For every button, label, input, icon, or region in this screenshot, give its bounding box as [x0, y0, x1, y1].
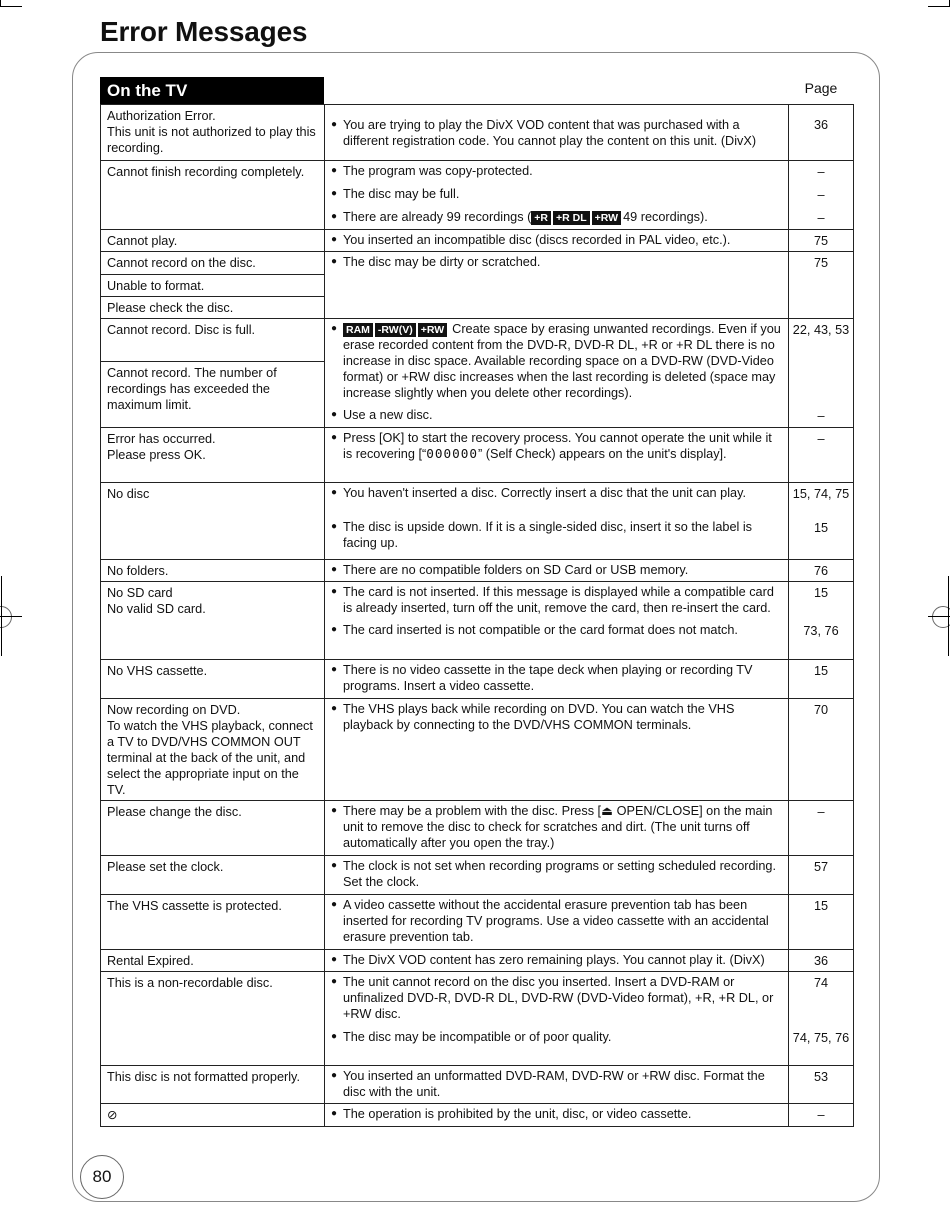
cause-cell: [325, 105, 789, 160]
page-reference: 22, 43, 53: [792, 323, 850, 337]
cause-cell: [325, 1066, 789, 1103]
page-column-header: Page: [804, 80, 838, 96]
page-cell: [789, 801, 853, 855]
cause-text: Use a new disc.: [343, 408, 433, 422]
page-cell: [789, 1104, 853, 1126]
error-message-table: [100, 104, 854, 1127]
cause-text: The clock is not set when recording programs or setting scheduled recording. Set the clock.: [343, 859, 777, 889]
page-reference: –: [817, 1108, 825, 1122]
cause-text: The card is not inserted. If this message is displayed while a compatible card is already inserted, turn off the unit, remove the card, then re-insert the card.: [343, 585, 774, 615]
disc-type-icon: +R DL: [553, 211, 590, 225]
message-cell: [101, 428, 325, 482]
page-cell: [789, 856, 853, 894]
table-row: [101, 659, 853, 698]
page-reference: 15: [813, 586, 829, 600]
message-cell: [101, 319, 325, 427]
self-check-display-icon: 000000: [426, 446, 479, 461]
crop-mark: [0, 6, 22, 7]
error-message: Cannot record. The number of recordings has exceeded the maximum limit.: [101, 361, 324, 427]
cause-cell: [325, 582, 789, 659]
cause-cell: [325, 950, 789, 971]
disc-type-icon: +R: [531, 211, 551, 225]
crop-mark: [928, 6, 950, 7]
disc-type-icon: +RW: [592, 211, 621, 225]
cause-item: [329, 952, 784, 968]
error-message: Rental Expired.: [107, 954, 194, 968]
table-row: [101, 971, 853, 1065]
page-reference: 75: [813, 234, 829, 248]
page-reference: 73, 76: [803, 624, 839, 638]
message-cell: [101, 252, 325, 318]
error-message: Unable to format.: [101, 274, 324, 296]
cause-text: The unit cannot record on the disc you inserted. Insert a DVD-RAM or unfinalized DVD-R, DVD-R DL, DVD-RW (DVD-Video format), +R, +R DL, or +RW disc.: [343, 975, 774, 1021]
message-cell: [101, 1066, 325, 1103]
page-cell: [789, 428, 853, 482]
message-cell: [101, 105, 325, 160]
cause-item: [329, 974, 784, 1022]
table-row: [101, 1065, 853, 1103]
table-row: [101, 698, 853, 800]
page-cell: [789, 319, 853, 427]
cause-text: The card inserted is not compatible or the card format does not match.: [343, 623, 738, 637]
page-cell: [789, 895, 853, 949]
crop-mark: [928, 616, 950, 617]
error-message: Please check the disc.: [101, 296, 324, 319]
cause-text: ” (Self Check) appears on the unit's display].: [478, 447, 727, 461]
page-number: 80: [80, 1155, 124, 1199]
eject-icon: ⏏: [601, 804, 614, 818]
page-reference: 75: [813, 256, 829, 270]
message-cell: [101, 483, 325, 559]
cause-text: The disc may be dirty or scratched.: [343, 255, 541, 269]
page-reference: 53: [813, 1070, 829, 1084]
cause-cell: [325, 1104, 789, 1126]
error-message: Cannot record on the disc.: [107, 256, 256, 270]
error-message: No VHS cassette.: [107, 664, 208, 678]
crop-mark: [1, 576, 2, 656]
cause-item: [329, 662, 784, 694]
cause-text: The DivX VOD content has zero remaining plays. You cannot play it. (DivX): [343, 953, 765, 967]
error-message: No disc: [107, 487, 150, 501]
cause-item: [329, 1029, 784, 1045]
disc-type-icon: RAM: [343, 323, 373, 337]
message-cell: [101, 230, 325, 251]
cause-item: [329, 232, 784, 248]
table-row: [101, 559, 853, 581]
message-cell: [101, 582, 325, 659]
page-reference: 36: [813, 954, 829, 968]
page-cell: [789, 230, 853, 251]
cause-text: A video cassette without the accidental erasure prevention tab has been inserted for recording TV programs. Use a video cassette with an accidental erasure prevention tab.: [343, 898, 769, 944]
page-reference: –: [817, 188, 825, 202]
cause-text: You haven't inserted a disc. Correctly insert a disc that the unit can play.: [343, 486, 746, 500]
message-cell: [101, 660, 325, 698]
error-message: Please change the disc.: [107, 805, 242, 819]
cause-item: [329, 519, 784, 551]
page-cell: [789, 161, 853, 229]
message-cell: [101, 895, 325, 949]
cause-cell: [325, 856, 789, 894]
cause-item: [329, 163, 784, 179]
page-reference: 74: [813, 976, 829, 990]
cause-item: [329, 858, 784, 890]
page-reference: 36: [813, 118, 829, 132]
page-cell: [789, 252, 853, 318]
page-reference: –: [817, 409, 825, 423]
cause-text: You are trying to play the DivX VOD content that was purchased with a different registration code. You cannot play the content on this unit. (DivX): [343, 118, 757, 148]
error-message: Authorization Error. This unit is not authorized to play this recording.: [107, 109, 316, 155]
cause-cell: [325, 428, 789, 482]
cause-item: [329, 584, 784, 616]
error-message: Error has occurred. Please press OK.: [107, 432, 216, 462]
table-row: [101, 800, 853, 855]
message-cell: [101, 972, 325, 1065]
cause-text: 49 recordings).: [623, 210, 708, 224]
page-cell: [789, 950, 853, 971]
table-row: [101, 427, 853, 482]
cause-item: [329, 897, 784, 945]
table-row: [101, 855, 853, 894]
cause-cell: [325, 483, 789, 559]
table-row: [101, 894, 853, 949]
cause-text: The disc is upside down. If it is a single-sided disc, insert it so the label is facing up.: [343, 520, 753, 550]
message-cell: [101, 950, 325, 971]
page-reference: –: [817, 805, 825, 819]
cause-cell: [325, 319, 789, 427]
error-message: Cannot play.: [107, 234, 178, 248]
cause-cell: [325, 699, 789, 800]
cause-item: [329, 1068, 784, 1100]
cause-item: [329, 117, 784, 149]
error-message: Cannot finish recording completely.: [107, 165, 305, 179]
cause-text: The disc may be incompatible or of poor quality.: [343, 1030, 612, 1044]
page-reference: –: [817, 432, 825, 446]
cause-text: You inserted an incompatible disc (discs recorded in PAL video, etc.).: [343, 233, 731, 247]
page-cell: [789, 483, 853, 559]
error-message: Now recording on DVD. To watch the VHS playback, connect a TV to DVD/VHS COMMON OUT terminal at the back of the unit, and select the appropriate input on the TV.: [107, 703, 313, 797]
cause-item: [329, 803, 784, 851]
page-reference: 15: [813, 664, 829, 678]
disc-type-icon: +RW: [418, 323, 447, 337]
table-row: [101, 229, 853, 251]
page-cell: [789, 1066, 853, 1103]
cause-text: The operation is prohibited by the unit, disc, or video cassette.: [343, 1107, 692, 1121]
page-reference: –: [817, 165, 825, 179]
message-cell: [101, 699, 325, 800]
cause-text: OPEN/CLOSE] on the main unit to remove the disc to check for scratches and dirt. (The unit turns off automatically after you open the tray.): [343, 804, 773, 850]
page-reference: 57: [813, 860, 829, 874]
disc-type-icon: -RW(V): [375, 323, 416, 337]
page-cell: [789, 560, 853, 581]
error-message: Please set the clock.: [107, 860, 224, 874]
cause-cell: [325, 560, 789, 581]
page-reference: 15: [813, 521, 829, 535]
cause-text-before: There are already 99 recordings (: [343, 210, 532, 224]
page-reference: 74, 75, 76: [792, 1031, 850, 1045]
cause-text: Create space by erasing unwanted recordings. Even if you erase recorded content from the DVD-R, DVD-R DL, +R or +R DL there is no increase in disc space. Available recording space on a DVD-RW (DVD-Video format) or +RW disc increases when the last recording is deleted (space may increase slightly when you delete other recordings).: [343, 322, 781, 400]
page-cell: [789, 660, 853, 698]
cause-cell: [325, 972, 789, 1065]
table-row: [101, 318, 853, 427]
page-reference: 76: [813, 564, 829, 578]
cause-item: [329, 562, 784, 578]
error-message: No SD card No valid SD card.: [107, 586, 206, 616]
cause-cell: [325, 895, 789, 949]
cause-cell: [325, 230, 789, 251]
cause-item: [329, 254, 784, 270]
message-cell: [101, 856, 325, 894]
page-cell: [789, 972, 853, 1065]
message-cell: [101, 801, 325, 855]
cause-item: [329, 701, 784, 733]
cause-cell: [325, 801, 789, 855]
cause-item: [329, 321, 784, 401]
cause-item: [329, 1106, 784, 1122]
error-message: This disc is not formatted properly.: [107, 1070, 300, 1084]
page-reference: 70: [813, 703, 829, 717]
cause-text: There is no video cassette in the tape deck when playing or recording TV programs. Insert a video cassette.: [343, 663, 753, 693]
error-message: No folders.: [107, 564, 169, 578]
message-cell: [101, 560, 325, 581]
table-row: [101, 1103, 853, 1126]
page-reference: 15: [813, 899, 829, 913]
cause-cell: [325, 252, 789, 318]
table-row: [101, 105, 853, 160]
cause-item: [329, 622, 784, 638]
page-cell: [789, 105, 853, 160]
message-cell: [101, 161, 325, 229]
cause-text: The disc may be full.: [343, 187, 460, 201]
cause-cell: [325, 660, 789, 698]
cause-item: [329, 430, 784, 462]
table-row: [101, 160, 853, 229]
page-reference: –: [817, 211, 825, 225]
error-message: This is a non-recordable disc.: [107, 976, 273, 990]
table-row: [101, 251, 853, 318]
cause-text: There are no compatible folders on SD Card or USB memory.: [343, 563, 689, 577]
cause-item: [329, 485, 784, 501]
cause-text: You inserted an unformatted DVD-RAM, DVD-RW or +RW disc. Format the disc with the unit.: [343, 1069, 765, 1099]
section-header: On the TV: [100, 77, 324, 104]
cause-text: The VHS plays back while recording on DVD. You can watch the VHS playback by connecting to the DVD/VHS COMMON terminals.: [343, 702, 735, 732]
cause-text-before: There may be a problem with the disc. Press [: [343, 804, 602, 818]
cause-item: [329, 407, 784, 423]
crop-mark: [0, 616, 22, 617]
table-row: [101, 482, 853, 559]
cause-item: [329, 209, 784, 225]
page-reference: 15, 74, 75: [792, 487, 850, 501]
cause-text: The program was copy-protected.: [343, 164, 533, 178]
table-row: [101, 581, 853, 659]
error-message: Cannot record. Disc is full.: [107, 323, 256, 337]
page-title: Error Messages: [100, 16, 308, 47]
page-cell: [789, 699, 853, 800]
message-cell: [101, 1104, 325, 1126]
error-message: ⊘: [107, 1108, 118, 1122]
cause-item: [329, 186, 784, 202]
cause-text-before: Press [OK] to start the recovery process. You cannot operate the unit while it is recovering [“: [343, 431, 772, 461]
crop-mark: [948, 576, 949, 656]
page-cell: [789, 582, 853, 659]
error-message: The VHS cassette is protected.: [107, 899, 282, 913]
table-row: [101, 949, 853, 971]
cause-cell: [325, 161, 789, 229]
